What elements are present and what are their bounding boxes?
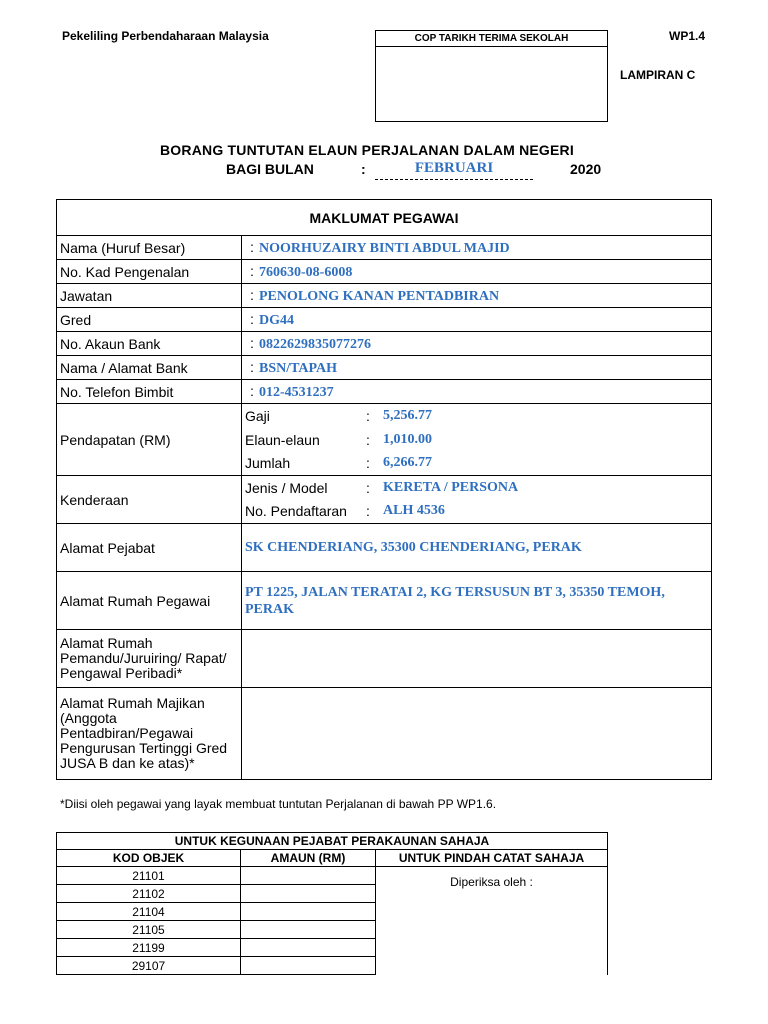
table-row	[57, 524, 712, 572]
driver-address-label: Alamat Rumah Pemandu/Juruiring/ Rapat/ Pengawal Peribadi*	[57, 630, 242, 688]
month-value[interactable]: FEBRUARI	[375, 160, 533, 180]
row-label: No. Telefon Bimbit	[57, 380, 242, 404]
home-address-label: Alamat Rumah Pegawai	[57, 572, 242, 630]
total-field[interactable]: 6,266.77	[380, 452, 712, 476]
ic-field[interactable]: : 760630-08-6008	[242, 260, 712, 284]
office-address-label: Alamat Pejabat	[57, 524, 242, 572]
col-amaun: AMAUN (RM)	[241, 850, 376, 867]
table-row	[57, 630, 712, 688]
school-stamp-box	[375, 30, 608, 122]
table-row	[57, 356, 712, 380]
form-code: WP1.4	[669, 29, 706, 43]
bank-account-field[interactable]: : 0822629835077276	[242, 332, 712, 356]
row-label: Gred	[57, 308, 242, 332]
employer-address-label: Alamat Rumah Majikan (Anggota Pentadbiran/Pegawai Pengurusan Tertinggi Gred JUSA B dan ke atas)*	[57, 688, 242, 780]
footnote: *Diisi oleh pegawai yang layak membuat tuntutan Perjalanan di bawah PP WP1.6.	[60, 797, 497, 811]
employer-address-field[interactable]	[242, 688, 712, 780]
row-label: Nama / Alamat Bank	[57, 356, 242, 380]
table-row	[57, 332, 712, 356]
accounting-office-table	[56, 832, 608, 975]
year-value: 2020	[570, 161, 602, 177]
object-code: 21102	[57, 885, 241, 903]
salary-label: Gaji	[242, 404, 364, 428]
registration-label: No. Pendaftaran	[242, 500, 364, 524]
office-table-title: UNTUK KEGUNAAN PEJABAT PERAKAUNAN SAHAJA	[57, 833, 608, 850]
table-row	[57, 404, 712, 428]
table-row	[57, 476, 712, 500]
phone-field[interactable]: : 012-4531237	[242, 380, 712, 404]
bank-name-field[interactable]: : BSN/TAPAH	[242, 356, 712, 380]
amount-cell[interactable]	[241, 867, 376, 885]
table-row	[57, 308, 712, 332]
table-row	[57, 867, 608, 885]
row-label: No. Kad Pengenalan	[57, 260, 242, 284]
allowance-field[interactable]: 1,010.00	[380, 428, 712, 452]
vehicle-model-field[interactable]: KERETA / PERSONA	[380, 476, 712, 500]
amount-cell[interactable]	[241, 939, 376, 957]
colon: :	[366, 431, 370, 448]
section-title: MAKLUMAT PEGAWAI	[57, 200, 712, 236]
office-address-field[interactable]: SK CHENDERIANG, 35300 CHENDERIANG, PERAK	[242, 524, 712, 572]
colon: :	[363, 500, 380, 524]
month-colon: :	[361, 161, 366, 177]
col-kod-objek: KOD OBJEK	[57, 850, 241, 867]
row-label: No. Akaun Bank	[57, 332, 242, 356]
colon: :	[363, 452, 380, 476]
grade-field[interactable]: : DG44	[242, 308, 712, 332]
officer-info-table	[56, 199, 712, 780]
object-code: 21105	[57, 921, 241, 939]
total-label: Jumlah	[242, 452, 364, 476]
table-row	[57, 572, 712, 630]
name-field[interactable]: : NOORHUZAIRY BINTI ABDUL MAJID	[242, 236, 712, 260]
appendix-label: LAMPIRAN C	[620, 68, 696, 82]
driver-address-field[interactable]	[242, 630, 712, 688]
stamp-box-title: COP TARIKH TERIMA SEKOLAH	[376, 31, 607, 47]
col-pindah-catat: UNTUK PINDAH CATAT SAHAJA	[376, 850, 608, 867]
table-row	[57, 236, 712, 260]
home-address-field[interactable]: PT 1225, JALAN TERATAI 2, KG TERSUSUN BT 3, 35350 TEMOH, PERAK	[242, 572, 712, 630]
amount-cell[interactable]	[241, 903, 376, 921]
colon: :	[363, 476, 380, 500]
registration-field[interactable]: ALH 4536	[380, 500, 712, 524]
form-title: BORANG TUNTUTAN ELAUN PERJALANAN DALAM NEGERI	[160, 142, 574, 158]
colon: :	[363, 404, 380, 428]
month-label: BAGI BULAN	[226, 161, 314, 177]
object-code: 29107	[57, 957, 241, 975]
amount-cell[interactable]	[241, 921, 376, 939]
object-code: 21101	[57, 867, 241, 885]
row-label: Nama (Huruf Besar)	[57, 236, 242, 260]
income-label: Pendapatan (RM)	[57, 404, 242, 476]
vehicle-label: Kenderaan	[57, 476, 242, 524]
position-field[interactable]: : PENOLONG KANAN PENTADBIRAN	[242, 284, 712, 308]
table-row	[57, 380, 712, 404]
vehicle-model-label: Jenis / Model	[242, 476, 364, 500]
table-row	[57, 284, 712, 308]
amount-cell[interactable]	[241, 885, 376, 903]
row-label: Jawatan	[57, 284, 242, 308]
salary-field[interactable]: 5,256.77	[380, 404, 712, 428]
checked-by-label: Diperiksa oleh :	[450, 875, 533, 889]
circular-title: Pekeliling Perbendaharaan Malaysia	[62, 29, 269, 43]
amount-cell[interactable]	[241, 957, 376, 975]
checked-by-cell[interactable]	[376, 867, 608, 975]
allowance-label: Elaun-elaun	[242, 428, 364, 452]
table-row	[57, 688, 712, 780]
object-code: 21104	[57, 903, 241, 921]
table-row	[57, 260, 712, 284]
object-code: 21199	[57, 939, 241, 957]
